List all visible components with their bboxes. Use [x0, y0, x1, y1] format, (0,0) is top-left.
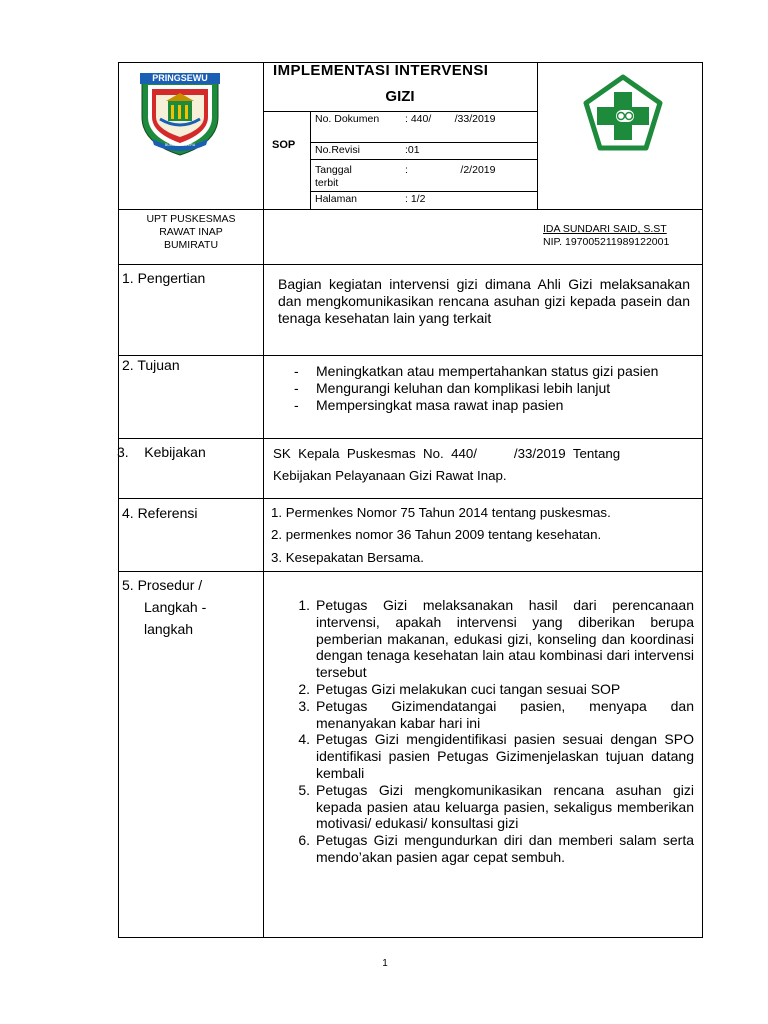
org-line-3: BUMIRATU: [163, 239, 219, 251]
logo-ribbon: BUMI SEJAHTERA: [164, 143, 196, 147]
list-item: 6. Petugas Gizi mengundurkan diri dan memberi salam serta mendo’akan pasien agar cepat sembuh.: [298, 832, 694, 865]
step-text: Petugas Gizi mengundurkan diri dan memberi salam serta mendo’akan pasien agar cepat sembuh.: [316, 832, 694, 865]
step-text: Petugas Gizi mengkomunikasikan rencana asuhan gizi kepada pasien atau keluarga pasien, sekaligus memberikan motivasi/ edukasi/ konsultasi gizi: [316, 781, 694, 832]
meta-halaman-value: : 1/2: [405, 193, 426, 205]
section-label-kebijakan: 3. Kebijakan: [117, 444, 206, 460]
meta-no-dokumen-value: : 440/ /33/2019: [405, 113, 496, 125]
tujuan-item-text: Mempersingkat masa rawat inap pasien: [316, 397, 564, 413]
prosedur-label-line-2: Langkah -: [144, 599, 207, 615]
section-label-referensi: 4. Referensi: [122, 505, 198, 521]
meta-revisi-value: :01: [405, 144, 420, 156]
section-label-prosedur: [122, 574, 206, 640]
org-line-1: UPT PUSKESMAS: [146, 213, 236, 225]
meta-no-dokumen-label: No. Dokumen: [315, 113, 380, 125]
meta-tanggal-label: Tanggal terbit: [315, 164, 352, 189]
kebijakan-line2: Kebijakan Pelayanaan Gizi Rawat Inap.: [273, 468, 507, 483]
referensi-item-2: 2. permenkes nomor 36 Tahun 2009 tentang kesehatan.: [271, 527, 602, 542]
list-item: 5. Petugas Gizi mengkomunikasikan rencana asuhan gizi kepada pasien atau keluarga pasien, sekaligus memberikan motivasi/ edukasi/ konsultasi gizi: [298, 781, 694, 832]
list-item: 4. Petugas Gizi mengidentifikasi pasien sesuai dengan SPO identifikasi pasien Petugas Gizimenjelaskan tujuan datang kembali: [298, 731, 694, 781]
signer-name: IDA SUNDARI SAID, S.ST: [543, 223, 667, 235]
meta-tanggal-value: : /2/2019: [405, 164, 496, 176]
list-item: - Mengurangi keluhan dan komplikasi lebih lanjut: [294, 380, 611, 396]
prosedur-label-line-1: 5. Prosedur /: [122, 577, 203, 593]
page-number: 1: [382, 958, 388, 969]
list-item: - Meningkatkan atau mempertahankan status gizi pasien: [294, 363, 659, 379]
prosedur-label-line-3: langkah: [144, 621, 194, 637]
tujuan-item-text: Meningkatkan atau mempertahankan status gizi pasien: [316, 363, 659, 379]
step-text: Petugas Gizi melaksanakan hasil dari perencanaan intervensi, apakah intervensi yang diberikan berupa pemberian makanan, edukasi gizi, konseling dan koordinasi dengan tenaga kesehatan lain atau kombinasi dari intervensi tersebut: [316, 597, 694, 681]
list-item: 1. Petugas Gizi melaksanakan hasil dari perencanaan intervensi, apakah intervensi yang diberikan berupa pemberian makanan, edukasi gizi, konseling dan koordinasi dengan tenaga kesehatan lain atau kombinasi dari intervensi tersebut: [298, 597, 694, 681]
tujuan-list: [294, 363, 684, 414]
meta-halaman-label: Halaman: [315, 193, 358, 205]
sop-label: SOP: [272, 139, 296, 151]
list-item: 2. Petugas Gizi melakukan cuci tangan sesuai SOP: [288, 681, 694, 698]
kebijakan-line1: SK Kepala Puskesmas No. 440/ /33/2019 Tentang: [273, 446, 621, 461]
logo-banner: PRINGSEWU: [140, 73, 220, 84]
step-text: Petugas Gizi melakukan cuci tangan sesuai SOP: [316, 680, 621, 697]
step-text: Petugas Gizimendatangai pasien, menyapa dan menanyakan kabar hari ini: [316, 697, 694, 731]
section-label-pengertian: 1. Pengertian: [122, 270, 206, 286]
puskesmas-logo: [583, 74, 663, 152]
tujuan-item-text: Mengurangi keluhan dan komplikasi lebih lanjut: [316, 380, 611, 396]
prosedur-steps: [288, 597, 694, 866]
meta-revisi-label: No.Revisi: [315, 144, 360, 156]
list-item: 3. Petugas Gizimendatangai pasien, menyapa dan menanyakan kabar hari ini: [298, 697, 694, 731]
signer-nip: NIP. 197005211989122001: [543, 236, 670, 248]
district-logo: [138, 73, 222, 157]
pengertian-text: Bagian kegiatan intervensi gizi dimana Ahli Gizi melaksanakan dan mengkomunikasikan rencana asuhan gizi kepada pasein dan tenaga kesehatan lain yang terkait: [278, 276, 690, 326]
referensi-item-1: 1. Permenkes Nomor 75 Tahun 2014 tentang puskesmas.: [271, 505, 611, 520]
step-text: Petugas Gizi mengidentifikasi pasien sesuai dengan SPO identifikasi pasien Petugas Gizimenjelaskan tujuan datang kembali: [316, 731, 694, 781]
document-title-line1: IMPLEMENTASI INTERVENSI: [273, 62, 489, 79]
section-label-tujuan: 2. Tujuan: [122, 357, 180, 373]
list-item: - Mempersingkat masa rawat inap pasien: [294, 397, 564, 413]
org-name: [119, 213, 263, 252]
referensi-item-3: 3. Kesepakatan Bersama.: [271, 550, 425, 565]
org-line-2: RAWAT INAP: [159, 226, 223, 238]
document-title-line2: GIZI: [385, 88, 415, 105]
